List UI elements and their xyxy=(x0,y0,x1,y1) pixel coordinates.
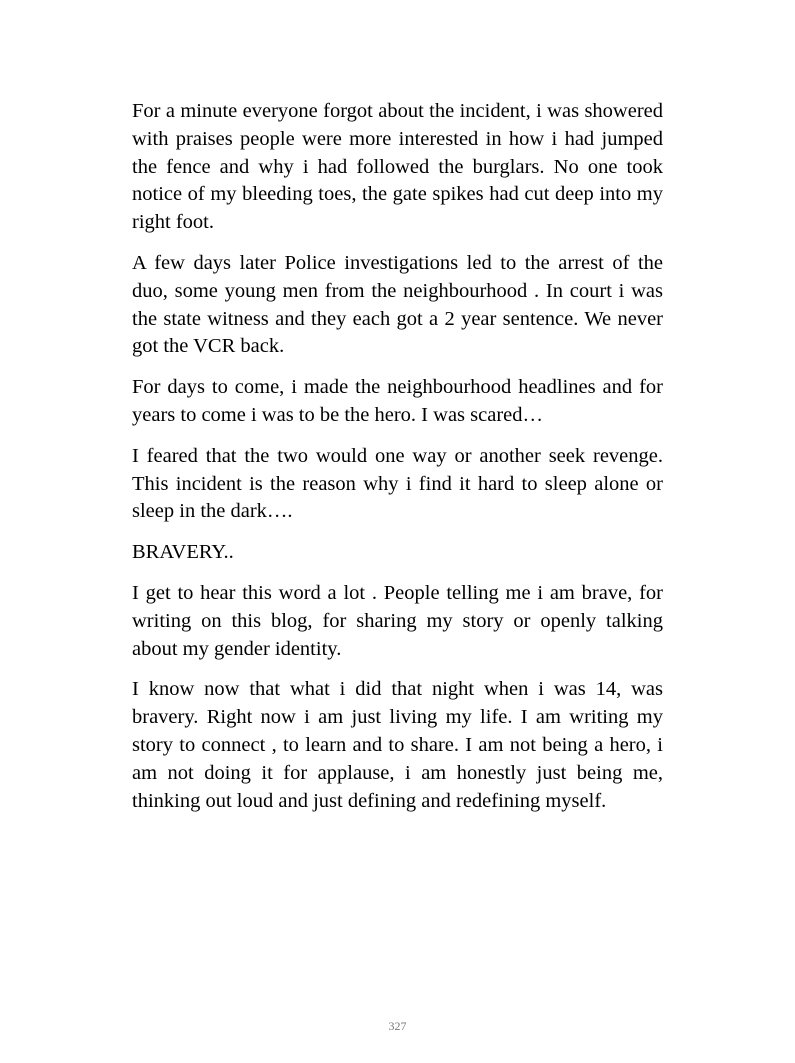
page-number: 327 xyxy=(388,1019,407,1033)
paragraph-reflection: I know now that what i did that night when i was 14, was bravery. Right now i am just living my life. I am writing my story to connect , to learn and to share. I am not being a hero, i am not doing it for applause, i am honestly just being me, thinking out loud and just defining and redefining myself. xyxy=(132,678,663,812)
paragraph-headlines: For days to come, i made the neighbourhood headlines and for years to come i was to be the hero. I was scared… xyxy=(132,376,663,426)
paragraph-fear: I feared that the two would one way or another seek revenge. This incident is the reason why i find it hard to sleep alone or sleep in the dark…. xyxy=(132,444,663,523)
paragraph-brave-word: I get to hear this word a lot . People telling me i am brave, for writing on this blog, for sharing my story or openly talking about my gender identity. xyxy=(132,581,663,660)
body-text xyxy=(132,98,663,828)
section-heading-bravery: BRAVERY.. xyxy=(132,541,234,564)
paragraph-incident-aftermath: For a minute everyone forgot about the incident, i was showered with praises people were more interested in how i had jumped the fence and why i had followed the burglars. No one took notice of my bleeding toes, the gate spikes had cut deep into my right foot. xyxy=(132,100,663,234)
paragraph-arrest: A few days later Police investigations led to the arrest of the duo, some young men from the neighbourhood . In court i was the state witness and they each got a 2 year sentence. We never got the VCR back. xyxy=(132,251,663,358)
